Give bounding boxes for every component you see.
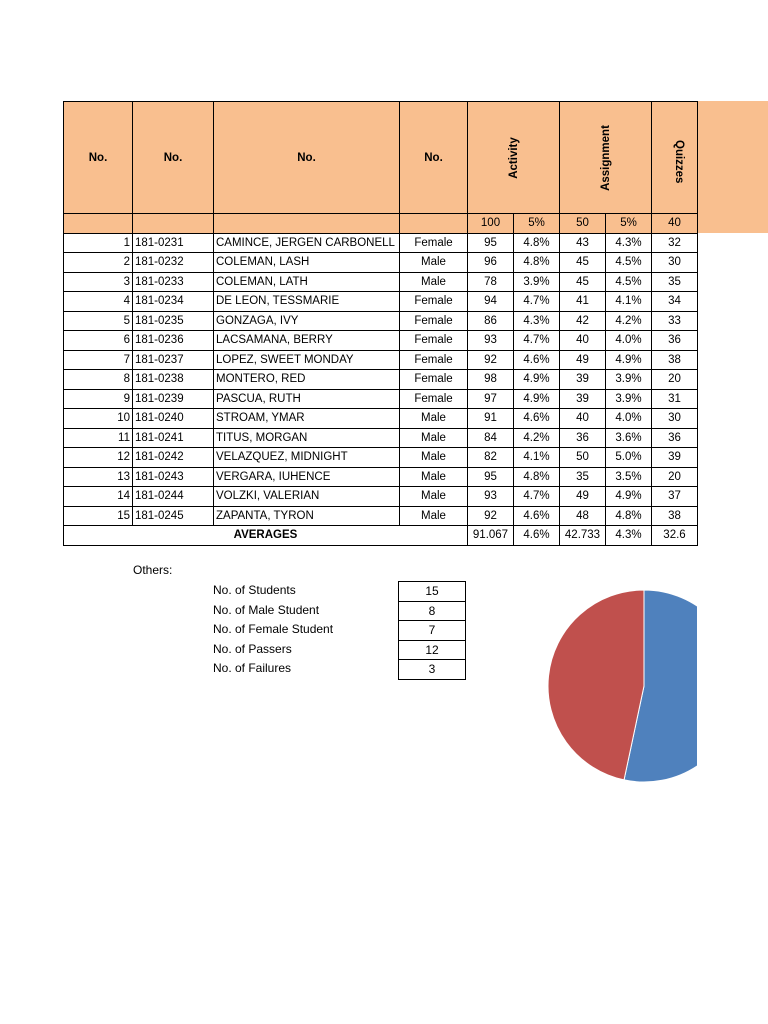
gender-pie-chart	[540, 580, 697, 785]
activity-score: 93	[468, 487, 514, 507]
gender: Male	[400, 272, 468, 292]
activity-percent: 3.9%	[514, 272, 560, 292]
assignment-percent: 4.0%	[606, 409, 652, 429]
quiz-score: 38	[652, 506, 698, 526]
student-name: VELAZQUEZ, MIDNIGHT	[214, 448, 400, 468]
quiz-score: 34	[652, 292, 698, 312]
quiz-score: 20	[652, 370, 698, 390]
header-name: No.	[214, 102, 400, 214]
table-row	[64, 233, 698, 253]
row-number: 15	[64, 506, 133, 526]
student-name: VERGARA, IUHENCE	[214, 467, 400, 487]
activity-percent: 4.7%	[514, 331, 560, 351]
activity-score: 96	[468, 253, 514, 273]
assignment-percent: 4.1%	[606, 292, 652, 312]
table-row	[64, 272, 698, 292]
gender: Female	[400, 292, 468, 312]
assignment-total: 50	[560, 214, 606, 234]
student-id: 181-0235	[133, 311, 214, 331]
header-gender: No.	[400, 102, 468, 214]
student-id: 181-0237	[133, 350, 214, 370]
table-row	[64, 506, 698, 526]
table-row	[64, 331, 698, 351]
assignment-score: 45	[560, 272, 606, 292]
assignment-score: 48	[560, 506, 606, 526]
student-name: TITUS, MORGAN	[214, 428, 400, 448]
student-id: 181-0241	[133, 428, 214, 448]
assignment-score: 39	[560, 370, 606, 390]
stat-failures-value: 3	[399, 660, 466, 680]
row-number: 11	[64, 428, 133, 448]
assignment-percent: 3.9%	[606, 389, 652, 409]
assignment-score: 42	[560, 311, 606, 331]
stat-male-value: 8	[399, 601, 466, 621]
gender: Male	[400, 253, 468, 273]
gender: Male	[400, 487, 468, 507]
pie-slice-1	[548, 590, 644, 780]
gender: Female	[400, 233, 468, 253]
student-id: 181-0233	[133, 272, 214, 292]
quiz-score: 30	[652, 253, 698, 273]
others-label: Others:	[133, 563, 173, 577]
row-number: 2	[64, 253, 133, 273]
stat-passers-value: 12	[399, 640, 466, 660]
header-student-no: No.	[133, 102, 214, 214]
assignment-score: 49	[560, 487, 606, 507]
gender: Male	[400, 467, 468, 487]
assignment-percent: 4.8%	[606, 506, 652, 526]
row-number: 8	[64, 370, 133, 390]
table-row	[64, 428, 698, 448]
gender: Female	[400, 331, 468, 351]
activity-percent: 4.8%	[514, 467, 560, 487]
assignment-percent: 3.6%	[606, 428, 652, 448]
student-id: 181-0239	[133, 389, 214, 409]
student-id: 181-0232	[133, 253, 214, 273]
row-number: 13	[64, 467, 133, 487]
row-number: 5	[64, 311, 133, 331]
activity-percent: 4.3%	[514, 311, 560, 331]
activity-score: 84	[468, 428, 514, 448]
assignment-percent: 3.9%	[606, 370, 652, 390]
gender: Male	[400, 409, 468, 429]
student-id: 181-0238	[133, 370, 214, 390]
table-row	[64, 311, 698, 331]
quiz-score: 30	[652, 409, 698, 429]
assignment-percent: 4.0%	[606, 331, 652, 351]
stats-table	[398, 581, 466, 680]
student-name: LOPEZ, SWEET MONDAY	[214, 350, 400, 370]
activity-score: 86	[468, 311, 514, 331]
activity-percent: 4.9%	[514, 370, 560, 390]
student-id: 181-0244	[133, 487, 214, 507]
activity-weight: 5%	[514, 214, 560, 234]
stat-label: No. of Passers	[213, 641, 292, 656]
assignment-percent: 4.3%	[606, 233, 652, 253]
row-number: 4	[64, 292, 133, 312]
student-id: 181-0242	[133, 448, 214, 468]
avg-activity: 91.067	[468, 526, 514, 546]
table-row	[64, 253, 698, 273]
row-number: 3	[64, 272, 133, 292]
student-id: 181-0240	[133, 409, 214, 429]
activity-percent: 4.6%	[514, 409, 560, 429]
table-row	[64, 350, 698, 370]
student-name: PASCUA, RUTH	[214, 389, 400, 409]
gender: Female	[400, 311, 468, 331]
quiz-score: 37	[652, 487, 698, 507]
student-name: GONZAGA, IVY	[214, 311, 400, 331]
activity-percent: 4.8%	[514, 233, 560, 253]
student-id: 181-0236	[133, 331, 214, 351]
quizzes-total: 40	[652, 214, 698, 234]
activity-total: 100	[468, 214, 514, 234]
student-name: ZAPANTA, TYRON	[214, 506, 400, 526]
gender: Female	[400, 389, 468, 409]
activity-percent: 4.6%	[514, 506, 560, 526]
quiz-score: 32	[652, 233, 698, 253]
student-id: 181-0234	[133, 292, 214, 312]
stat-students-value: 15	[399, 582, 466, 602]
stat-label: No. of Failures	[213, 661, 292, 675]
gender: Female	[400, 370, 468, 390]
gender: Female	[400, 350, 468, 370]
student-name: STROAM, YMAR	[214, 409, 400, 429]
avg-assignment: 42.733	[560, 526, 606, 546]
activity-percent: 4.6%	[514, 350, 560, 370]
assignment-score: 43	[560, 233, 606, 253]
assignment-percent: 5.0%	[606, 448, 652, 468]
quiz-score: 35	[652, 272, 698, 292]
assignment-percent: 4.2%	[606, 311, 652, 331]
averages-label: AVERAGES	[64, 526, 468, 546]
activity-percent: 4.1%	[514, 448, 560, 468]
activity-score: 92	[468, 350, 514, 370]
header-overflow-strip	[697, 101, 768, 233]
student-id: 181-0231	[133, 233, 214, 253]
assignment-score: 41	[560, 292, 606, 312]
student-id: 181-0245	[133, 506, 214, 526]
row-number: 14	[64, 487, 133, 507]
table-row	[64, 487, 698, 507]
assignment-score: 49	[560, 350, 606, 370]
quiz-score: 33	[652, 311, 698, 331]
quiz-score: 36	[652, 331, 698, 351]
table-row	[64, 292, 698, 312]
activity-score: 93	[468, 331, 514, 351]
assignment-score: 45	[560, 253, 606, 273]
header-no: No.	[64, 102, 133, 214]
activity-score: 78	[468, 272, 514, 292]
row-number: 6	[64, 331, 133, 351]
activity-score: 94	[468, 292, 514, 312]
stat-label: No. of Female Student	[213, 622, 334, 636]
assignment-score: 50	[560, 448, 606, 468]
table-row	[64, 467, 698, 487]
student-name: CAMINCE, JERGEN CARBONELL	[214, 233, 400, 253]
quiz-score: 20	[652, 467, 698, 487]
row-number: 1	[64, 233, 133, 253]
activity-score: 95	[468, 233, 514, 253]
activity-score: 91	[468, 409, 514, 429]
student-name: MONTERO, RED	[214, 370, 400, 390]
table-row	[64, 370, 698, 390]
student-name: LACSAMANA, BERRY	[214, 331, 400, 351]
assignment-percent: 4.5%	[606, 253, 652, 273]
assignment-percent: 4.9%	[606, 487, 652, 507]
grades-table	[63, 101, 698, 546]
student-name: DE LEON, TESSMARIE	[214, 292, 400, 312]
header-quizzes: Quizzes	[652, 102, 698, 214]
assignment-percent: 3.5%	[606, 467, 652, 487]
activity-percent: 4.2%	[514, 428, 560, 448]
assignment-score: 40	[560, 409, 606, 429]
stat-female-value: 7	[399, 621, 466, 641]
row-number: 12	[64, 448, 133, 468]
assignment-score: 40	[560, 331, 606, 351]
activity-percent: 4.7%	[514, 487, 560, 507]
activity-percent: 4.8%	[514, 253, 560, 273]
stat-label: No. of Male Student	[213, 602, 320, 617]
activity-percent: 4.7%	[514, 292, 560, 312]
quiz-score: 31	[652, 389, 698, 409]
assignment-score: 36	[560, 428, 606, 448]
activity-score: 82	[468, 448, 514, 468]
activity-score: 95	[468, 467, 514, 487]
quiz-score: 39	[652, 448, 698, 468]
student-id: 181-0243	[133, 467, 214, 487]
activity-score: 97	[468, 389, 514, 409]
stats-labels	[213, 581, 333, 679]
avg-activity-percent: 4.6%	[514, 526, 560, 546]
avg-assignment-percent: 4.3%	[606, 526, 652, 546]
table-row	[64, 409, 698, 429]
student-name: VOLZKI, VALERIAN	[214, 487, 400, 507]
student-name: COLEMAN, LATH	[214, 272, 400, 292]
assignment-percent: 4.5%	[606, 272, 652, 292]
table-row	[64, 448, 698, 468]
assignment-percent: 4.9%	[606, 350, 652, 370]
assignment-score: 39	[560, 389, 606, 409]
activity-percent: 4.9%	[514, 389, 560, 409]
header-activity: Activity	[468, 102, 560, 214]
row-number: 10	[64, 409, 133, 429]
header-assignment: Assignment	[560, 102, 652, 214]
gender: Male	[400, 448, 468, 468]
row-number: 7	[64, 350, 133, 370]
gender: Male	[400, 506, 468, 526]
quiz-score: 36	[652, 428, 698, 448]
assignment-weight: 5%	[606, 214, 652, 234]
table-row	[64, 389, 698, 409]
gender: Male	[400, 428, 468, 448]
row-number: 9	[64, 389, 133, 409]
avg-quiz: 32.6	[652, 526, 698, 546]
assignment-score: 35	[560, 467, 606, 487]
quiz-score: 38	[652, 350, 698, 370]
averages-row	[64, 526, 698, 546]
student-name: COLEMAN, LASH	[214, 253, 400, 273]
stat-label: No. of Students	[213, 583, 296, 597]
activity-score: 98	[468, 370, 514, 390]
activity-score: 92	[468, 506, 514, 526]
